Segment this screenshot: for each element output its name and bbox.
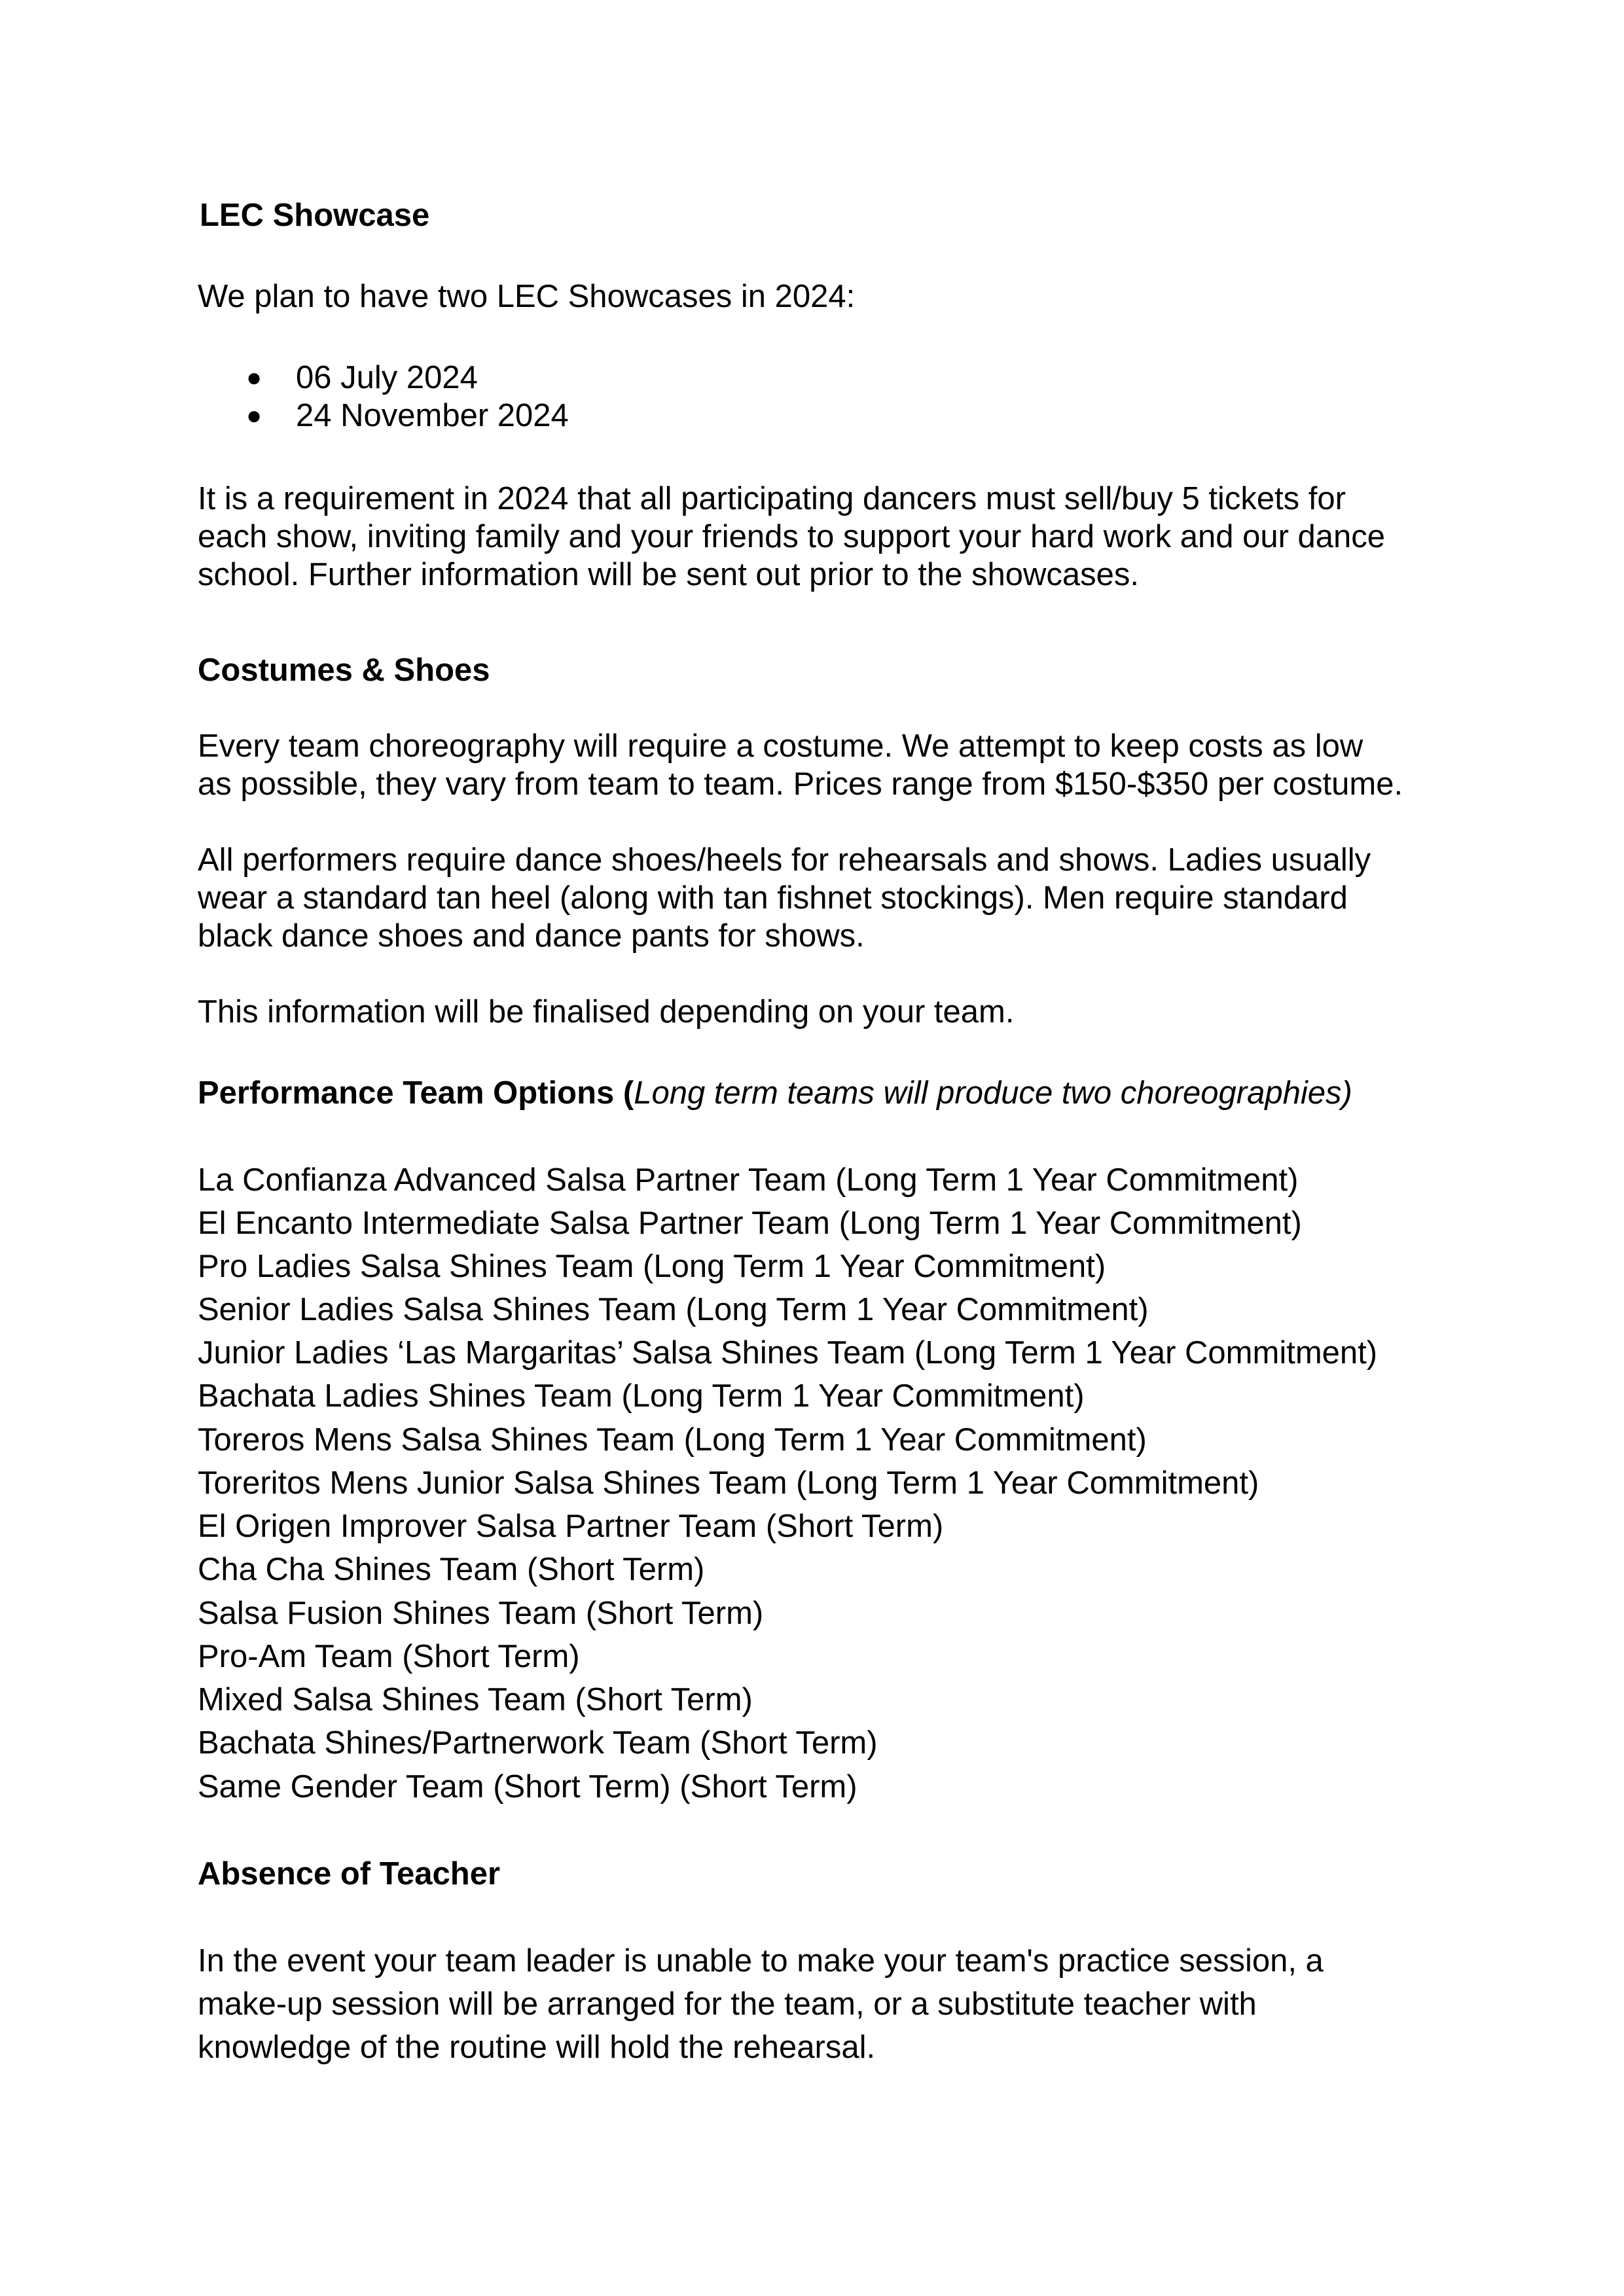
team-item: Bachata Shines/Partnerwork Team (Short Term) [198,1725,878,1761]
teams-heading [198,1074,1352,1112]
requirement-line: school. Further information will be sent out prior to the showcases. [198,557,1140,592]
finalised-text: This information will be finalised depending on your team. [198,994,1015,1030]
team-item: Senior Ladies Salsa Shines Team (Long Term 1 Year Commitment) [198,1292,1149,1327]
costumes-text-line: as possible, they vary from team to team. Prices range from $150-$350 per costume. [198,766,1403,802]
absence-text-line: knowledge of the routine will hold the rehearsal. [198,2030,876,2065]
team-item: Same Gender Team (Short Term) (Short Term) [198,1769,857,1804]
team-item: Toreros Mens Salsa Shines Team (Long Term 1 Year Commitment) [198,1422,1147,1458]
showcase-intro: We plan to have two LEC Showcases in 2024: [198,279,856,314]
shoes-text-line: All performers require dance shoes/heels for rehearsals and shows. Ladies usually [198,842,1371,878]
teams-heading-bold: Performance Team Options ( [198,1075,634,1111]
team-item: Cha Cha Shines Team (Short Term) [198,1552,705,1587]
shoes-text-line: black dance shoes and dance pants for shows. [198,918,865,954]
shoes-text-line: wear a standard tan heel (along with tan fishnet stockings). Men require standard [198,880,1348,916]
costumes-heading: Costumes & Shoes [198,653,490,688]
showcase-date: 24 November 2024 [296,398,569,433]
team-item: Toreritos Mens Junior Salsa Shines Team (Long Term 1 Year Commitment) [198,1465,1259,1501]
team-item: El Origen Improver Salsa Partner Team (Short Term) [198,1509,944,1544]
requirement-line: each show, inviting family and your friends to support your hard work and our dance [198,519,1386,554]
team-item: Bachata Ladies Shines Team (Long Term 1 Year Commitment) [198,1378,1085,1414]
absence-heading: Absence of Teacher [198,1856,501,1892]
showcase-date: 06 July 2024 [296,360,478,395]
team-item: Pro-Am Team (Short Term) [198,1639,580,1674]
bullet-icon: ● [246,363,262,392]
team-item: La Confianza Advanced Salsa Partner Team (Long Term 1 Year Commitment) [198,1162,1299,1198]
absence-text-line: make-up session will be arranged for the team, or a substitute teacher with [198,1986,1257,2022]
team-item: Mixed Salsa Shines Team (Short Term) [198,1682,753,1717]
costumes-text-line: Every team choreography will require a costume. We attempt to keep costs as low [198,728,1363,764]
team-item: Salsa Fusion Shines Team (Short Term) [198,1596,764,1631]
showcase-heading: LEC Showcase [200,198,430,233]
teams-heading-note: Long term teams will produce two choreographies) [634,1075,1352,1111]
bullet-icon: ● [246,401,262,430]
team-item: Junior Ladies ‘Las Margaritas’ Salsa Shines Team (Long Term 1 Year Commitment) [198,1335,1378,1371]
requirement-line: It is a requirement in 2024 that all participating dancers must sell/buy 5 tickets for [198,481,1346,516]
team-item: Pro Ladies Salsa Shines Team (Long Term 1 Year Commitment) [198,1249,1106,1284]
team-item: El Encanto Intermediate Salsa Partner Team (Long Term 1 Year Commitment) [198,1206,1302,1241]
absence-text-line: In the event your team leader is unable to make your team's practice session, a [198,1943,1324,1979]
